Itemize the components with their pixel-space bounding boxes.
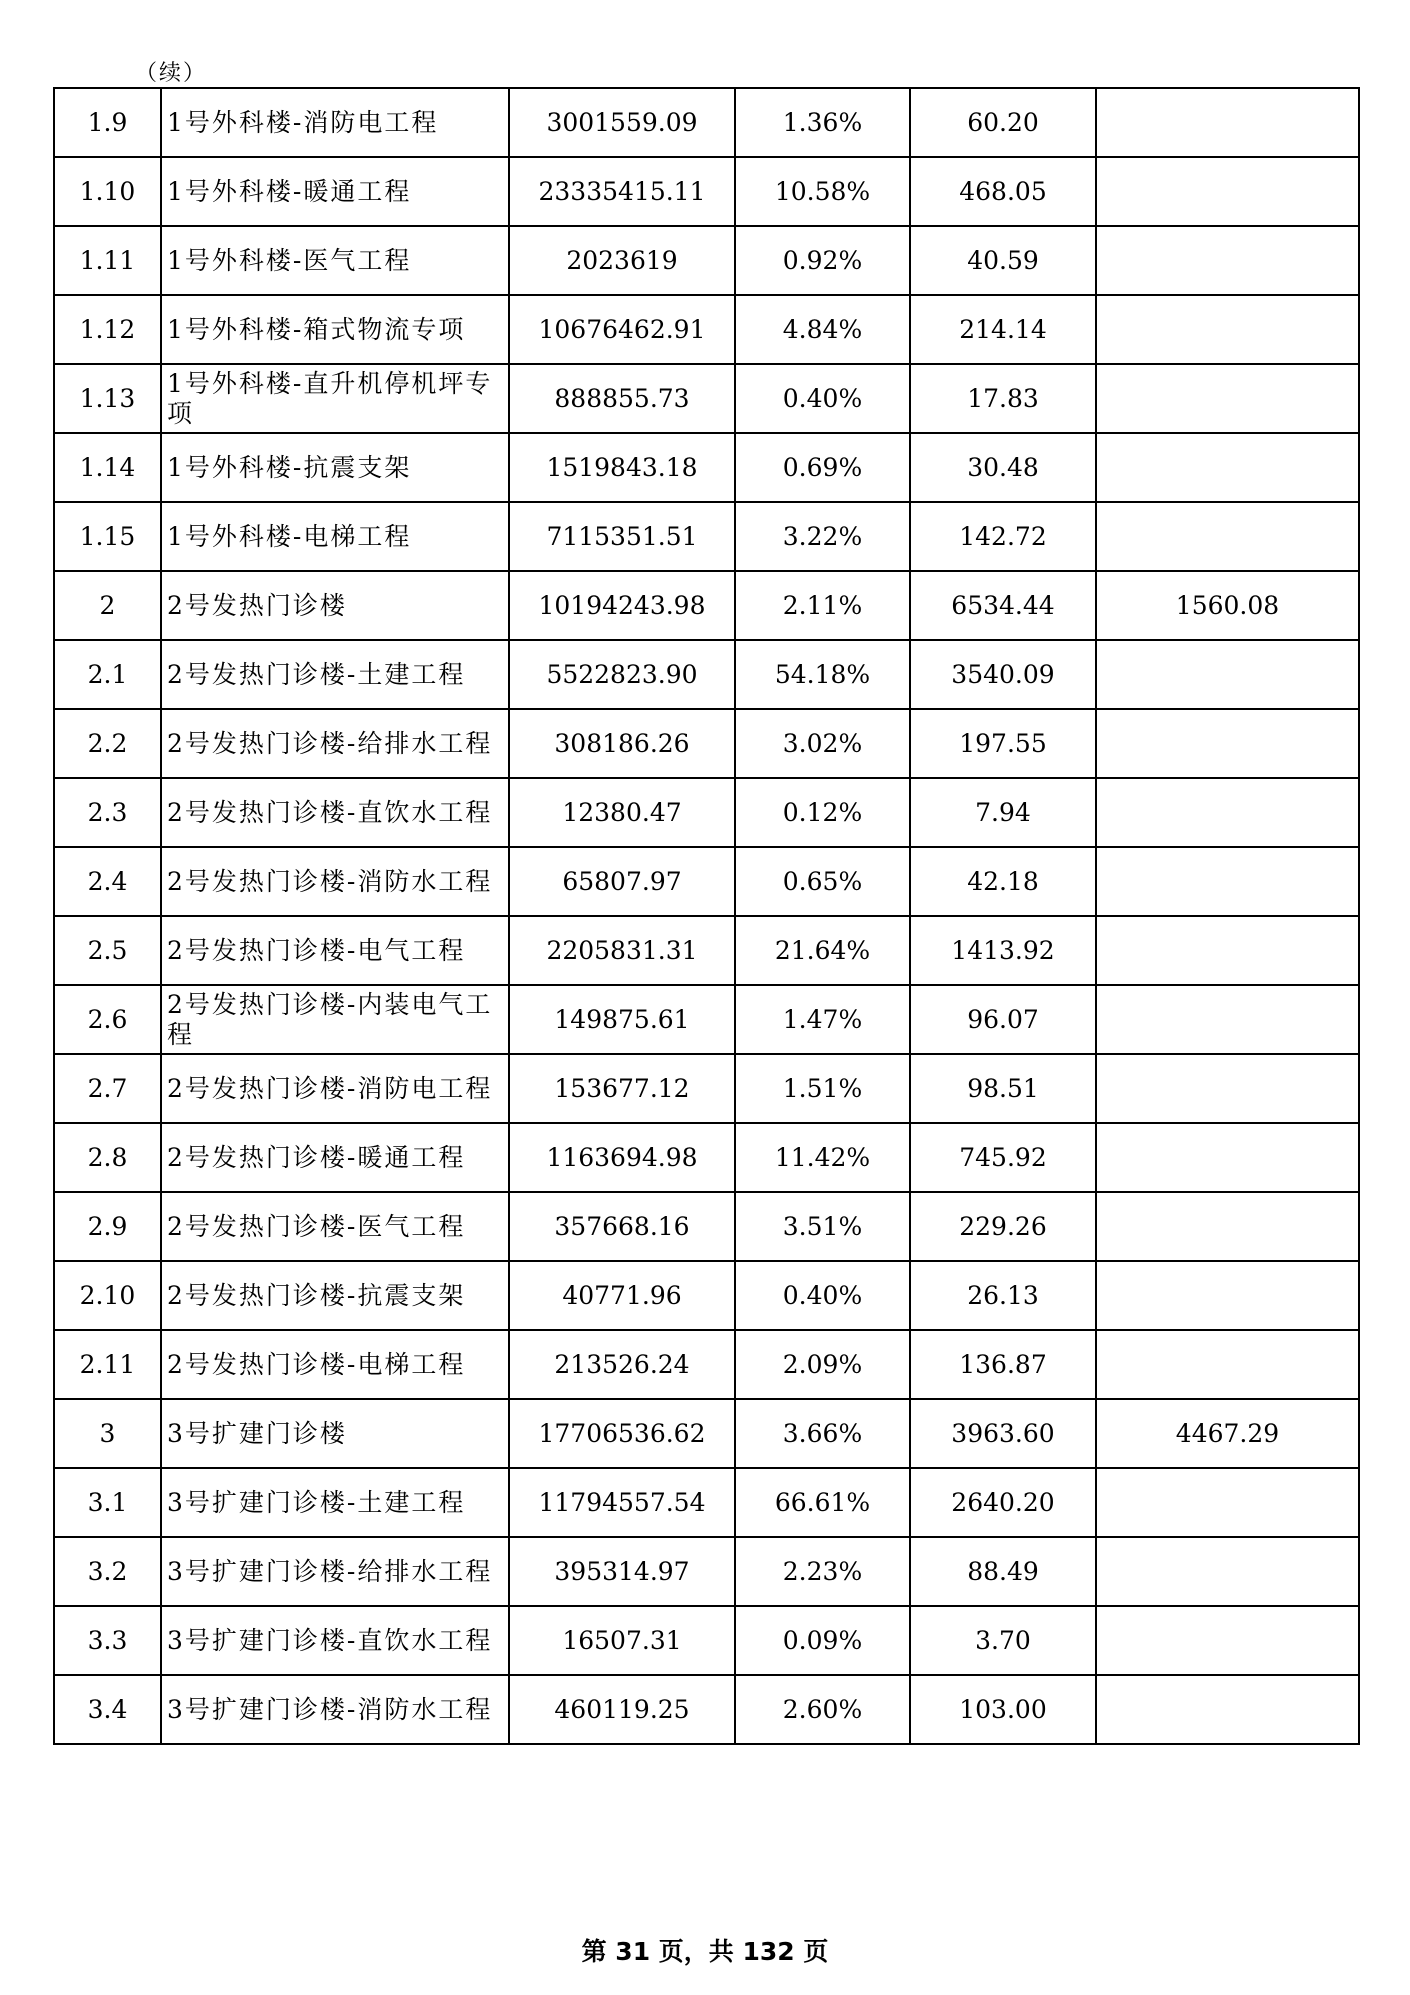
- cell-unit-index: 60.20: [910, 88, 1096, 157]
- cell-ratio: 54.18%: [735, 640, 910, 709]
- cost-table: [53, 87, 1360, 1745]
- cell-item-name: 2号发热门诊楼-暖通工程: [161, 1123, 509, 1192]
- cell-unit-index: 42.18: [910, 847, 1096, 916]
- table-row: [54, 640, 1359, 709]
- cell-amount: 888855.73: [509, 364, 735, 433]
- cell-item-name: 3号扩建门诊楼-直饮水工程: [161, 1606, 509, 1675]
- cell-remark: [1096, 1054, 1359, 1123]
- cell-amount: 3001559.09: [509, 88, 735, 157]
- cell-unit-index: 6534.44: [910, 571, 1096, 640]
- cell-amount: 23335415.11: [509, 157, 735, 226]
- cell-remark: [1096, 502, 1359, 571]
- cell-item-no: 2.4: [54, 847, 161, 916]
- cell-item-name: 3号扩建门诊楼-土建工程: [161, 1468, 509, 1537]
- cell-unit-index: 17.83: [910, 364, 1096, 433]
- cell-ratio: 11.42%: [735, 1123, 910, 1192]
- table-row: [54, 778, 1359, 847]
- cell-unit-index: 30.48: [910, 433, 1096, 502]
- cell-unit-index: 468.05: [910, 157, 1096, 226]
- cell-remark: [1096, 88, 1359, 157]
- cell-unit-index: 40.59: [910, 226, 1096, 295]
- cell-item-no: 2.8: [54, 1123, 161, 1192]
- cell-item-no: 1.10: [54, 157, 161, 226]
- cell-unit-index: 3963.60: [910, 1399, 1096, 1468]
- cell-amount: 213526.24: [509, 1330, 735, 1399]
- cell-remark: [1096, 778, 1359, 847]
- cell-item-name: 1号外科楼-暖通工程: [161, 157, 509, 226]
- cell-ratio: 0.92%: [735, 226, 910, 295]
- cell-item-name: 1号外科楼-医气工程: [161, 226, 509, 295]
- cell-amount: 65807.97: [509, 847, 735, 916]
- cell-item-name: 2号发热门诊楼-消防电工程: [161, 1054, 509, 1123]
- cell-ratio: 2.11%: [735, 571, 910, 640]
- table-row: [54, 295, 1359, 364]
- cell-remark: [1096, 157, 1359, 226]
- cell-item-no: 1.13: [54, 364, 161, 433]
- cell-unit-index: 214.14: [910, 295, 1096, 364]
- continued-label: （续）: [135, 61, 208, 86]
- cell-amount: 10676462.91: [509, 295, 735, 364]
- cell-item-no: 3.1: [54, 1468, 161, 1537]
- cell-remark: [1096, 226, 1359, 295]
- table-row: [54, 1054, 1359, 1123]
- cell-ratio: 3.66%: [735, 1399, 910, 1468]
- cell-ratio: 21.64%: [735, 916, 910, 985]
- cell-ratio: 3.02%: [735, 709, 910, 778]
- cell-amount: 1519843.18: [509, 433, 735, 502]
- cell-item-name: 1号外科楼-箱式物流专项: [161, 295, 509, 364]
- cell-item-name: 1号外科楼-抗震支架: [161, 433, 509, 502]
- cell-item-no: 1.12: [54, 295, 161, 364]
- cell-amount: 395314.97: [509, 1537, 735, 1606]
- cell-remark: [1096, 847, 1359, 916]
- cell-remark: 4467.29: [1096, 1399, 1359, 1468]
- cell-remark: [1096, 1468, 1359, 1537]
- cell-amount: 12380.47: [509, 778, 735, 847]
- cell-item-name: 2号发热门诊楼-抗震支架: [161, 1261, 509, 1330]
- cell-unit-index: 26.13: [910, 1261, 1096, 1330]
- cell-unit-index: 142.72: [910, 502, 1096, 571]
- cell-item-name: 2号发热门诊楼-土建工程: [161, 640, 509, 709]
- cell-unit-index: 7.94: [910, 778, 1096, 847]
- cell-unit-index: 745.92: [910, 1123, 1096, 1192]
- cell-item-name: 1号外科楼-电梯工程: [161, 502, 509, 571]
- cell-item-no: 2: [54, 571, 161, 640]
- table-row: [54, 1330, 1359, 1399]
- cell-amount: 10194243.98: [509, 571, 735, 640]
- cell-item-name: 2号发热门诊楼-电气工程: [161, 916, 509, 985]
- cell-remark: 1560.08: [1096, 571, 1359, 640]
- cell-item-name: 2号发热门诊楼-电梯工程: [161, 1330, 509, 1399]
- cell-item-no: 2.3: [54, 778, 161, 847]
- cell-item-name: 2号发热门诊楼-给排水工程: [161, 709, 509, 778]
- page-footer: 第 31 页，共 132 页: [581, 1937, 829, 1966]
- cell-amount: 16507.31: [509, 1606, 735, 1675]
- table-row: [54, 1123, 1359, 1192]
- table-row: [54, 1606, 1359, 1675]
- cell-amount: 149875.61: [509, 985, 735, 1054]
- cell-unit-index: 96.07: [910, 985, 1096, 1054]
- cell-unit-index: 1413.92: [910, 916, 1096, 985]
- cell-remark: [1096, 295, 1359, 364]
- table-row: [54, 1468, 1359, 1537]
- cell-ratio: 3.51%: [735, 1192, 910, 1261]
- cell-item-no: 3.3: [54, 1606, 161, 1675]
- cell-item-no: 2.6: [54, 985, 161, 1054]
- cell-ratio: 2.60%: [735, 1675, 910, 1744]
- cell-item-no: 2.7: [54, 1054, 161, 1123]
- cell-item-no: 2.2: [54, 709, 161, 778]
- cell-item-name: 2号发热门诊楼: [161, 571, 509, 640]
- table-row: [54, 88, 1359, 157]
- cell-remark: [1096, 1330, 1359, 1399]
- cell-amount: 40771.96: [509, 1261, 735, 1330]
- table-row: [54, 1537, 1359, 1606]
- cell-amount: 2205831.31: [509, 916, 735, 985]
- cell-remark: [1096, 1192, 1359, 1261]
- cell-item-name: 3号扩建门诊楼: [161, 1399, 509, 1468]
- cell-amount: 5522823.90: [509, 640, 735, 709]
- cell-unit-index: 3540.09: [910, 640, 1096, 709]
- cell-item-name: 2号发热门诊楼-医气工程: [161, 1192, 509, 1261]
- cell-item-name: 2号发热门诊楼-直饮水工程: [161, 778, 509, 847]
- cell-ratio: 3.22%: [735, 502, 910, 571]
- table-row: [54, 1675, 1359, 1744]
- table-row: [54, 157, 1359, 226]
- table-row: [54, 985, 1359, 1054]
- cell-unit-index: 2640.20: [910, 1468, 1096, 1537]
- cell-item-no: 2.10: [54, 1261, 161, 1330]
- cell-amount: 308186.26: [509, 709, 735, 778]
- cell-unit-index: 3.70: [910, 1606, 1096, 1675]
- table-row: [54, 502, 1359, 571]
- cell-ratio: 0.12%: [735, 778, 910, 847]
- cell-ratio: 0.09%: [735, 1606, 910, 1675]
- cell-remark: [1096, 640, 1359, 709]
- table-row: [54, 916, 1359, 985]
- cell-item-name: 1号外科楼-直升机停机坪专项: [161, 364, 509, 433]
- cell-item-no: 1.9: [54, 88, 161, 157]
- cell-ratio: 2.23%: [735, 1537, 910, 1606]
- table-body: [54, 88, 1359, 1744]
- cell-item-no: 3: [54, 1399, 161, 1468]
- cell-item-name: 2号发热门诊楼-内装电气工程: [161, 985, 509, 1054]
- table-row: [54, 571, 1359, 640]
- cell-item-no: 3.4: [54, 1675, 161, 1744]
- cell-ratio: 0.65%: [735, 847, 910, 916]
- cell-remark: [1096, 1606, 1359, 1675]
- cell-item-no: 2.1: [54, 640, 161, 709]
- table-row: [54, 1261, 1359, 1330]
- cell-item-no: 1.15: [54, 502, 161, 571]
- cell-remark: [1096, 916, 1359, 985]
- cell-ratio: 2.09%: [735, 1330, 910, 1399]
- cell-unit-index: 103.00: [910, 1675, 1096, 1744]
- cell-ratio: 0.40%: [735, 1261, 910, 1330]
- cell-ratio: 0.69%: [735, 433, 910, 502]
- cell-remark: [1096, 985, 1359, 1054]
- cell-unit-index: 229.26: [910, 1192, 1096, 1261]
- table-row: [54, 847, 1359, 916]
- cell-unit-index: 88.49: [910, 1537, 1096, 1606]
- cell-ratio: 0.40%: [735, 364, 910, 433]
- table-row: [54, 709, 1359, 778]
- cell-remark: [1096, 709, 1359, 778]
- cell-remark: [1096, 1123, 1359, 1192]
- cell-item-name: 1号外科楼-消防电工程: [161, 88, 509, 157]
- cell-amount: 1163694.98: [509, 1123, 735, 1192]
- cell-item-name: 3号扩建门诊楼-给排水工程: [161, 1537, 509, 1606]
- cell-remark: [1096, 1675, 1359, 1744]
- cell-ratio: 1.51%: [735, 1054, 910, 1123]
- cell-item-no: 2.9: [54, 1192, 161, 1261]
- cell-unit-index: 197.55: [910, 709, 1096, 778]
- cell-remark: [1096, 1537, 1359, 1606]
- cell-ratio: 1.36%: [735, 88, 910, 157]
- cell-amount: 153677.12: [509, 1054, 735, 1123]
- cell-ratio: 10.58%: [735, 157, 910, 226]
- cell-amount: 357668.16: [509, 1192, 735, 1261]
- cell-item-no: 1.14: [54, 433, 161, 502]
- cell-unit-index: 98.51: [910, 1054, 1096, 1123]
- cell-item-no: 1.11: [54, 226, 161, 295]
- cell-ratio: 66.61%: [735, 1468, 910, 1537]
- cell-item-no: 2.5: [54, 916, 161, 985]
- cell-item-name: 3号扩建门诊楼-消防水工程: [161, 1675, 509, 1744]
- cell-ratio: 4.84%: [735, 295, 910, 364]
- cell-remark: [1096, 433, 1359, 502]
- table-row: [54, 1192, 1359, 1261]
- cell-unit-index: 136.87: [910, 1330, 1096, 1399]
- cell-amount: 2023619: [509, 226, 735, 295]
- cell-remark: [1096, 1261, 1359, 1330]
- cell-amount: 7115351.51: [509, 502, 735, 571]
- table-row: [54, 364, 1359, 433]
- cell-item-no: 2.11: [54, 1330, 161, 1399]
- table-row: [54, 226, 1359, 295]
- cell-item-name: 2号发热门诊楼-消防水工程: [161, 847, 509, 916]
- cell-remark: [1096, 364, 1359, 433]
- cell-ratio: 1.47%: [735, 985, 910, 1054]
- cell-amount: 11794557.54: [509, 1468, 735, 1537]
- table-row: [54, 433, 1359, 502]
- table-row: [54, 1399, 1359, 1468]
- cell-amount: 460119.25: [509, 1675, 735, 1744]
- cell-amount: 17706536.62: [509, 1399, 735, 1468]
- cell-item-no: 3.2: [54, 1537, 161, 1606]
